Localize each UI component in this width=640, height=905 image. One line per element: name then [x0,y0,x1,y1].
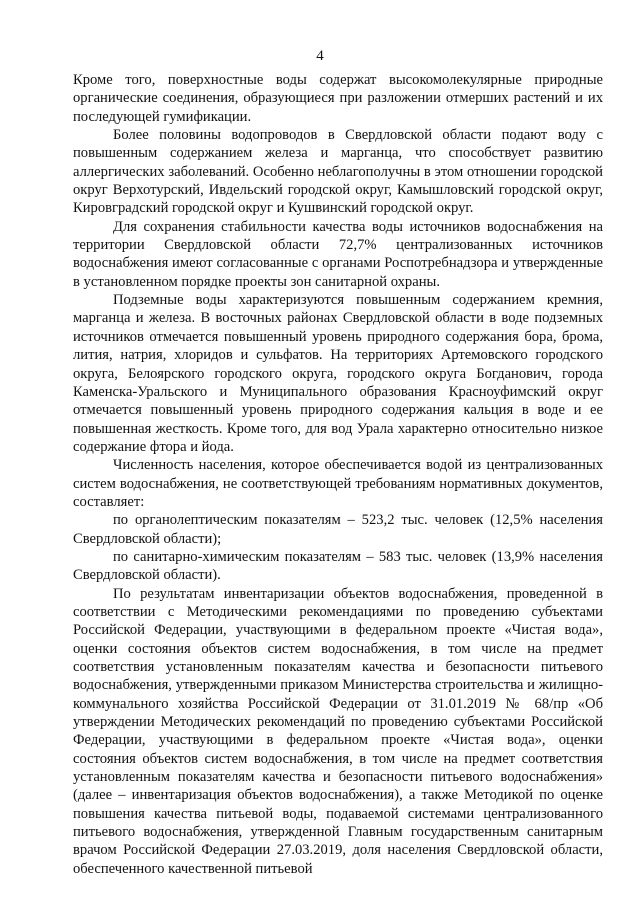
paragraph-groundwater: Подземные воды характеризуются повышенным содержанием кремния, марганца и железа. В восточных районах Свердловской области в воде подземных источников отмечается повышенный уровень природного содержания бора, брома, лития, натрия, хлоридов и сульфатов. На территориях Артемовского городского округа, Белоярского городского округа, городского округа Богданович, города Каменска-Уральского и Муниципального образования Красноуфимский округ отмечается повышенный уровень природного содержания кальция в воде и ее повышенная жесткость. Кроме того, для вод Урала характерно относительно низкое содержание фтора и йода. [73,292,603,455]
paragraph-organoleptic: по органолептическим показателям – 523,2 тыс. человек (12,5% населения Свердловской области); [73,512,603,547]
paragraph-surface-water: Кроме того, поверхностные воды содержат высокомолекулярные природные органические соединения, образующиеся при разложении отмерших растений и их последующей гумификации. [73,72,603,125]
paragraph-iron-manganese: Более половины водопроводов в Свердловской области подают воду с повышенным содержанием железа и марганца, что способствует развитию аллергических заболеваний. Особенно неблагополучны в этом отношении городской округ Верхотурский, Ивдельский городской округ, Камышловский городской округ, Кировградский городской округ и Кушвинский городской округ. [73,127,603,217]
paragraph-inventory-results: По результатам инвентаризации объектов водоснабжения, проведенной в соответствии с Методическими рекомендациями по проведению субъектами Российской Федерации, участвующими в федеральном проекте «Чистая вода», оценки состояния объектов систем водоснабжения, в том числе на предмет соответствия установленным показателям качества и безопасности питьевого водоснабжения, утвержденными приказом Министерства строительства и жилищно-коммунального хозяйства Российской Федерации от 31.01.2019 № 68/пр «Об утверждении Методических рекомендаций по проведению субъектами Российской Федерации, участвующими в федеральном проекте «Чистая вода», оценки состояния объектов систем водоснабжения, в том числе на предмет соответствия установленным показателям качества и безопасности питьевого водоснабжения» (далее – инвентаризация объектов водоснабжения), а также Методикой по оценке повышения качества питьевой воды, подаваемой системами централизованного питьевого водоснабжения, утвержденной Главным государственным санитарным врачом Российской Федерации 27.03.2019, доля населения Свердловской области, обеспеченного качественной питьевой [73,585,603,877]
page-number: 4 [316,48,324,64]
paragraph-sanitary-chemical: по санитарно-химическим показателям – 583 тыс. человек (13,9% населения Свердловской области). [73,548,603,584]
paragraph-sanitary-zones: Для сохранения стабильности качества воды источников водоснабжения на территории Свердловской области 72,7% централизованных источников водоснабжения имеют согласованные с органами Роспотребнадзора и утвержденные в установленном порядке проекты зон санитарной охраны. [73,218,603,290]
paragraph-population-count: Численность населения, которое обеспечивается водой из централизованных систем водоснабжения, не соответствующей требованиям нормативных документов, составляет: [73,457,603,510]
document-body [73,71,603,878]
